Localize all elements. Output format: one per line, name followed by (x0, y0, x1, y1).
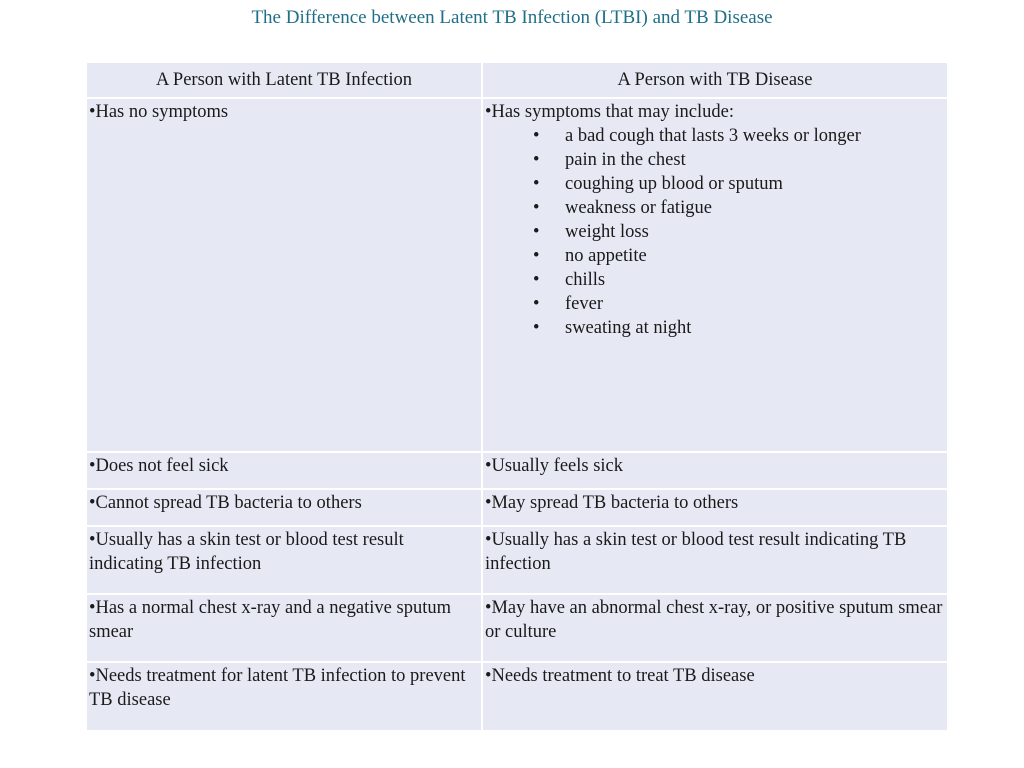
cell-text: •May spread TB bacteria to others (485, 493, 739, 513)
cell-latent (86, 526, 482, 594)
header-row (86, 62, 948, 98)
list-item: • no appetite (533, 246, 647, 266)
cell-text: •Needs treatment to treat TB disease (485, 666, 755, 686)
comparison-table (85, 61, 949, 732)
cell-latent (86, 594, 482, 662)
cell-disease (482, 98, 948, 452)
table-row (86, 526, 948, 594)
cell-text: •Usually has a skin test or blood test result indicating TB infection (485, 530, 907, 574)
cell-text: •Has a normal chest x-ray and a negative sputum smear (89, 598, 451, 642)
cell-text: •Has symptoms that may include: (485, 102, 735, 122)
cell-disease (482, 489, 948, 526)
list-item: • weight loss (533, 222, 649, 242)
cell-text: •Does not feel sick (89, 456, 229, 476)
bullet-icon: • (533, 270, 540, 290)
cell-text: •Usually feels sick (485, 456, 624, 476)
bullet-icon: • (533, 198, 540, 218)
bullet-icon: • (533, 150, 540, 170)
list-item: • fever (533, 294, 603, 314)
table-row (86, 98, 948, 452)
cell-latent (86, 489, 482, 526)
slide-title: The Difference between Latent TB Infection (LTBI) and TB Disease (251, 7, 773, 28)
list-item: • sweating at night (533, 318, 692, 338)
cell-text: •May have an abnormal chest x-ray, or positive sputum smear or culture (485, 598, 943, 642)
cell-disease (482, 662, 948, 731)
header-latent: A Person with Latent TB Infection (86, 62, 482, 98)
list-item: • pain in the chest (533, 150, 686, 170)
bullet-icon: • (533, 126, 540, 146)
cell-text: •Cannot spread TB bacteria to others (89, 493, 362, 513)
cell-text: •Needs treatment for latent TB infection to prevent TB disease (89, 666, 466, 710)
symptom-list (483, 124, 947, 340)
cell-text: •Has no symptoms (89, 102, 229, 122)
table-row (86, 662, 948, 731)
list-item: • chills (533, 270, 606, 290)
cell-latent (86, 98, 482, 452)
cell-disease (482, 594, 948, 662)
cell-disease (482, 526, 948, 594)
list-item: • a bad cough that lasts 3 weeks or longer (533, 126, 861, 146)
cell-latent (86, 662, 482, 731)
bullet-icon: • (533, 174, 540, 194)
table-row (86, 594, 948, 662)
header-disease: A Person with TB Disease (482, 62, 948, 98)
bullet-icon: • (533, 294, 540, 314)
table-row (86, 489, 948, 526)
bullet-icon: • (533, 246, 540, 266)
list-item: • weakness or fatigue (533, 198, 712, 218)
cell-latent (86, 452, 482, 489)
list-item: • coughing up blood or sputum (533, 174, 783, 194)
bullet-icon: • (533, 318, 540, 338)
cell-disease (482, 452, 948, 489)
cell-text: •Usually has a skin test or blood test result indicating TB infection (89, 530, 404, 574)
table-row (86, 452, 948, 489)
bullet-icon: • (533, 222, 540, 242)
